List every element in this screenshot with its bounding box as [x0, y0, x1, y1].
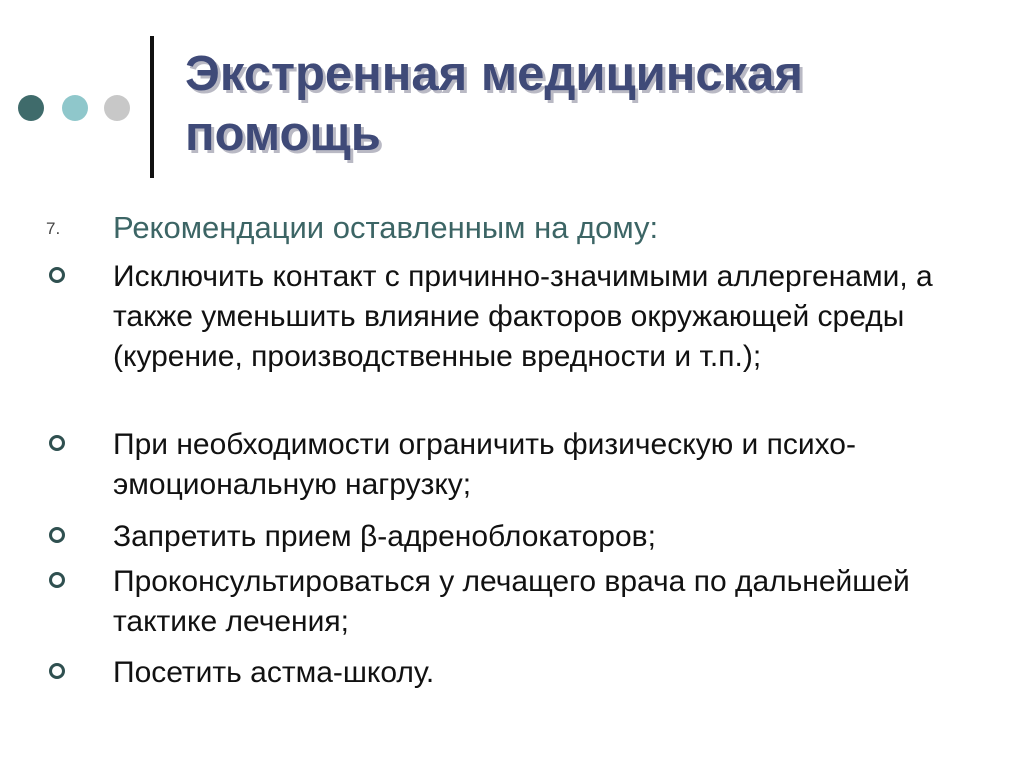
circle-bullet-icon — [49, 572, 65, 588]
circle-bullet-icon — [49, 267, 65, 283]
list-item: Проконсультироваться у лечащего врача по дальнейшей тактике лечения; — [113, 565, 910, 638]
decorative-dot-gray — [104, 95, 130, 121]
list-item: Посетить астма-школу. — [113, 656, 435, 689]
subheading: Рекомендации оставленным на дому: — [113, 210, 659, 245]
decorative-dot-light — [62, 95, 88, 121]
circle-bullet-icon — [49, 663, 65, 679]
title-divider-line — [150, 36, 154, 178]
circle-bullet-icon — [49, 527, 65, 543]
decorative-dot-dark — [18, 95, 44, 121]
list-item: Исключить контакт с причинно-значимыми аллергенами, а также уменьшить влияние факторов окружающей среды (курение, производственные вредности и т.п.); — [113, 260, 933, 373]
list-item: При необходимости ограничить физическую и психо-эмоциональную нагрузку; — [113, 428, 856, 501]
list-number: 7. — [46, 219, 61, 238]
circle-bullet-icon — [49, 435, 65, 451]
slide-title: Экстренная медицинская помощь — [185, 47, 804, 161]
list-item: Запретить прием β-адреноблокаторов; — [113, 520, 656, 553]
